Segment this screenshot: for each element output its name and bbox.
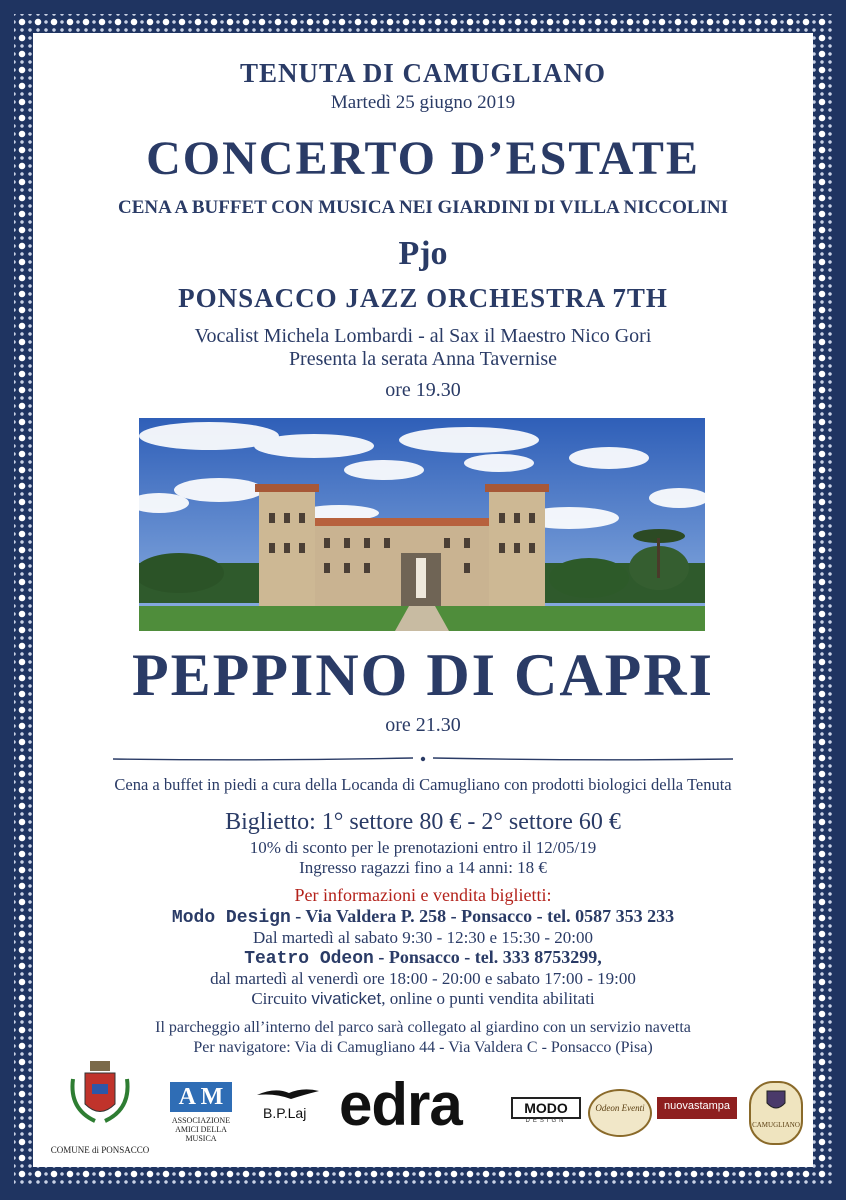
concert-title: CONCERTO D’ESTATE — [146, 132, 700, 185]
odeon-text: Odeon Eventi — [595, 1103, 645, 1113]
info-heading: Per informazioni e vendita biglietti: — [294, 885, 552, 905]
comune-ponsacco-logo — [45, 1059, 155, 1159]
discount-note: 10% di sconto per le prenotazioni entro il 12/05/19 — [249, 838, 597, 857]
camugliano-caption: CAMUGLIANO — [752, 1121, 800, 1129]
aam-logo — [165, 1078, 245, 1158]
modo-design-details: - Via Valdera P. 258 - Ponsacco - tel. 0587 353 233 — [290, 906, 675, 926]
camugliano-crest-icon — [765, 1089, 787, 1115]
concert-subtitle: CENA A BUFFET CON MUSICA NEI GIARDINI DI VILLA NICCOLINI — [117, 197, 729, 218]
band-lineup: Vocalist Michela Lombardi - al Sax il Maestro Nico Gori — [194, 325, 652, 347]
aam-mark: A M — [170, 1082, 232, 1112]
teatro-odeon-name: Teatro Odeon — [244, 949, 374, 969]
aam-caption: ASSOCIAZIONE AMICI DELLA MUSICA — [171, 1116, 231, 1143]
modo-design-line — [33, 906, 813, 928]
pjo-acronym: Pjo — [398, 235, 448, 272]
band-name: PONSACCO JAZZ ORCHESTRA 7TH — [178, 283, 668, 313]
teatro-odeon-hours: dal martedì al venerdì ore 18:00 - 20:00 e sabato 17:00 - 19:00 — [210, 969, 636, 988]
edra-logo: edra — [339, 1071, 462, 1138]
navigator-address: Per navigatore: Via di Camugliano 44 - Via Valdera C - Ponsacco (Pisa) — [193, 1039, 653, 1056]
vivaticket-brand: vivaticket — [311, 989, 382, 1008]
parking-note: Il parcheggio all’interno del parco sarà collegato al giardino con un servizio navetta — [155, 1019, 691, 1036]
modo-design-name: Modo Design — [171, 908, 291, 928]
bird-icon — [255, 1085, 321, 1103]
modo-design-logo — [511, 1097, 579, 1123]
camugliano-logo — [749, 1081, 803, 1145]
bplaj-logo — [255, 1085, 327, 1135]
nuovastampa-logo — [657, 1097, 737, 1119]
ponsacco-crest-icon — [65, 1059, 135, 1139]
headliner-time: ore 21.30 — [385, 714, 461, 736]
circuit-prefix: Circuito — [251, 989, 312, 1008]
teatro-odeon-details: - Ponsacco - tel. 333 8753299, — [373, 947, 602, 967]
circuit-line — [33, 989, 813, 1009]
modo-design-hours: Dal martedì al sabato 9:30 - 12:30 e 15:30 - 20:00 — [253, 928, 593, 947]
venue-title: TENUTA DI CAMUGLIANO — [239, 58, 607, 88]
opening-time: ore 19.30 — [385, 379, 461, 401]
modo-caption: DESIGN — [525, 1118, 567, 1124]
kids-price: Ingresso ragazzi fino a 14 anni: 18 € — [299, 858, 547, 877]
host-line: Presenta la serata Anna Tavernise — [288, 348, 558, 370]
headliner-name: PEPPINO DI CAPRI — [132, 642, 714, 708]
nuovastampa-text: nuovastampa — [663, 1100, 731, 1112]
circuit-suffix: , online o punti vendita abilitati — [381, 989, 595, 1008]
ornamental-divider — [113, 755, 733, 763]
teatro-odeon-line — [33, 947, 813, 969]
poster-body — [33, 33, 813, 1167]
buffet-note: Cena a buffet in piedi a cura della Locanda di Camugliano con prodotti biologici della Tenuta — [114, 775, 732, 794]
modo-mark: MODO — [511, 1097, 581, 1119]
ticket-prices: Biglietto: 1° settore 80 € - 2° settore 60 € — [225, 809, 621, 835]
comune-caption: COMUNE di PONSACCO — [50, 1145, 150, 1155]
bplaj-text: B.P.Laj — [263, 1105, 307, 1121]
villa-illustration — [139, 418, 705, 631]
event-date: Martedì 25 giugno 2019 — [330, 92, 516, 113]
villa-photo — [139, 418, 705, 631]
odeon-eventi-logo — [588, 1089, 652, 1137]
